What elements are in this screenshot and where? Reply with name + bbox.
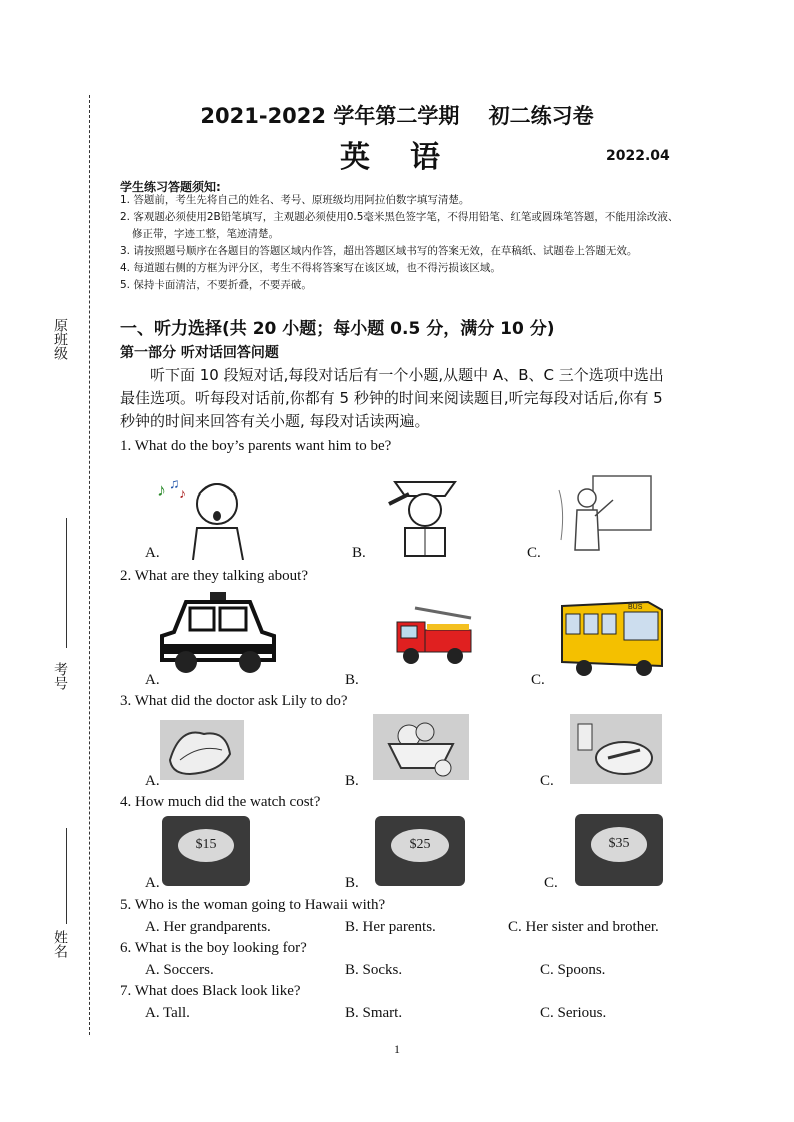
q1-option-b[interactable]: B.	[352, 545, 366, 561]
notice-item: 1. 答题前，考生先将自己的姓名、考号、原班级均用阿拉伯数字填写清楚。	[120, 194, 470, 206]
q4-option-a[interactable]: A.	[145, 875, 160, 891]
price-15: $15	[178, 829, 234, 863]
name-label: 姓名	[52, 930, 68, 958]
q5-option-b[interactable]: B. Her parents.	[345, 919, 436, 935]
question-2: 2. What are they talking about?	[120, 568, 308, 584]
q3-option-b[interactable]: B.	[345, 773, 359, 789]
svg-text:♪: ♪	[157, 480, 166, 500]
exam-no-label: 考号	[52, 662, 68, 690]
price-25: $25	[391, 829, 449, 863]
question-5: 5. Who is the woman going to Hawaii with?	[120, 897, 386, 913]
svg-text:♪: ♪	[179, 487, 186, 502]
name-underline[interactable]	[66, 828, 67, 924]
q5-option-a[interactable]: A. Her grandparents.	[145, 919, 271, 935]
fruit-basket-image	[373, 714, 469, 780]
question-3: 3. What did the doctor ask Lily to do?	[120, 693, 348, 709]
bus-sign: BUS	[628, 604, 643, 611]
q3-option-a[interactable]: A.	[145, 773, 160, 789]
price-35: $35	[591, 827, 647, 862]
q7-option-a[interactable]: A. Tall.	[145, 1005, 190, 1021]
question-7: 7. What does Black look like?	[120, 983, 301, 999]
q2-option-c[interactable]: C.	[531, 672, 545, 688]
q6-option-b[interactable]: B. Socks.	[345, 962, 403, 978]
teacher-image	[555, 470, 659, 560]
q6-option-c[interactable]: C. Spoons.	[540, 962, 606, 978]
q4-option-c[interactable]: C.	[544, 875, 558, 891]
notice-item: 2. 客观题必须使用2B铅笔填写，主观题必须使用0.5毫米黑色签字笔，不得用铅笔、红笔或圆珠笔答题，不能用涂改液、修正带，字迹工整，笔迹清楚。	[120, 211, 679, 240]
notice-title: 学生练习答题须知:	[120, 180, 221, 194]
boy-singing-image	[155, 466, 255, 560]
exam-date: 2022.04	[606, 148, 670, 164]
q7-option-b[interactable]: B. Smart.	[345, 1005, 403, 1021]
class-label: 原班级	[52, 318, 68, 360]
notice-item: 5. 保持卡面清洁，不要折叠，不要弄破。	[120, 279, 312, 291]
price-tag-15-image	[162, 816, 250, 886]
q1-option-a[interactable]: A.	[145, 545, 160, 561]
question-6: 6. What is the boy looking for?	[120, 940, 307, 956]
notice-item: 3. 请按照题号顺序在各题目的答题区域内作答，超出答题区域书写的答案无效，在草稿纸、试题卷上答题无效。	[120, 245, 638, 257]
q1-option-c[interactable]: C.	[527, 545, 541, 561]
q5-option-c[interactable]: C. Her sister and brother.	[508, 919, 659, 935]
part-heading: 第一部分 听对话回答问题	[120, 345, 279, 361]
vegetables-image	[160, 720, 244, 780]
q6-option-a[interactable]: A. Soccers.	[145, 962, 214, 978]
instructions: 听下面 10 段短对话,每段对话后有一个小题,从题中 A、B、C 三个选项中选出最佳选项。听每段对话前,你都有 5 秒钟的时间来阅读题目,听完每段对话后,你有 5 秒钟的时间来回答有关小题, 每段对话读两遍。	[120, 366, 664, 430]
q3-option-c[interactable]: C.	[540, 773, 554, 789]
question-4: 4. How much did the watch cost?	[120, 794, 321, 810]
price-tag-25-image	[375, 816, 465, 886]
binding-line	[89, 95, 90, 1035]
meat-plate-image	[570, 714, 662, 784]
notice-item: 4. 每道题右侧的方框为评分区，考生不得将答案写在该区域，也不得污损该区域。	[120, 262, 501, 274]
q7-option-c[interactable]: C. Serious.	[540, 1005, 607, 1021]
notice-list	[120, 192, 680, 294]
page-number: 1	[394, 1042, 400, 1056]
q2-option-a[interactable]: A.	[145, 672, 160, 688]
fire-truck-image	[395, 600, 475, 670]
exam-no-underline[interactable]	[66, 518, 67, 648]
police-car-image	[156, 590, 280, 676]
q2-option-b[interactable]: B.	[345, 672, 359, 688]
q4-option-b[interactable]: B.	[345, 875, 359, 891]
school-bus-image	[558, 596, 666, 682]
paper-title: 2021-2022 学年第二学期 初二练习卷	[200, 104, 594, 128]
price-tag-35-image	[575, 814, 663, 886]
police-officer-image	[375, 464, 475, 564]
svg-text:♫: ♫	[169, 477, 180, 492]
question-1: 1. What do the boy’s parents want him to be?	[120, 438, 392, 454]
subject-title: 英语	[340, 140, 480, 175]
section-heading: 一、听力选择(共 20 小题；每小题 0.5 分，满分 10 分)	[120, 319, 555, 339]
